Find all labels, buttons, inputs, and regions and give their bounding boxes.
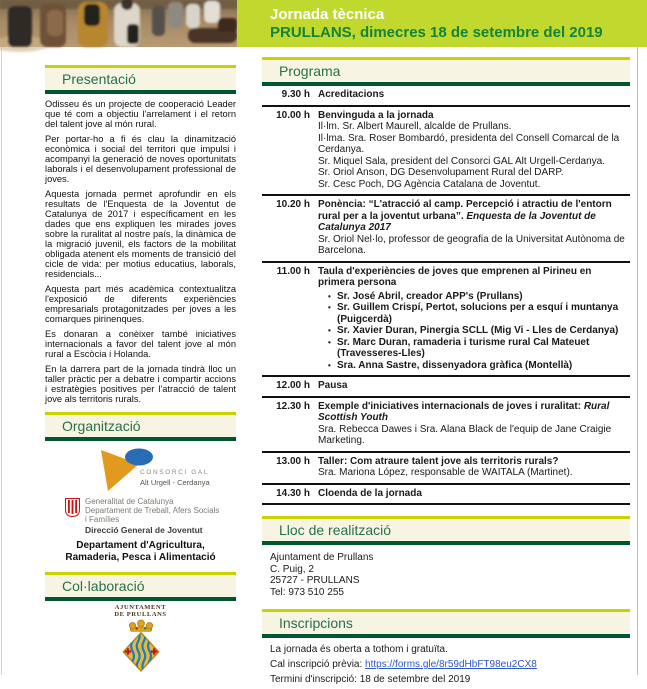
bullet-text: Sra. Anna Sastre, dissenyadora gràfica (Montellà) bbox=[337, 359, 573, 371]
bullet-icon: • bbox=[328, 303, 331, 312]
program-item bbox=[262, 263, 630, 378]
program-time: 14.30 h bbox=[276, 487, 310, 499]
page-left-border bbox=[1, 47, 2, 675]
program-speaker: Sra. Rebecca Dawes i Sra. Alana Black de l'equip de Jane Craigie Marketing. bbox=[318, 423, 612, 446]
departament-agricultura-label bbox=[45, 540, 236, 564]
program-time: 9.30 h bbox=[281, 89, 310, 100]
program-speaker: Sr. Miquel Sala, president del Consorci GAL Alt Urgell-Cerdanya. bbox=[318, 155, 605, 167]
presentacio-paragraph: En la darrera part de la jornada tindrà lloc un taller pràctic per a debatre i compartir accions i estratègies positives per l'atracció de talent jove als territoris rurals. bbox=[45, 364, 236, 404]
consorci-gal-subtitle: Alt Urgell - Cerdanya bbox=[140, 478, 210, 487]
bullet-item bbox=[318, 337, 630, 360]
program-time: 12.00 h bbox=[276, 380, 310, 391]
program-speaker: Sr. Oriol Anson, DG Desenvolupament Rural del DARP. bbox=[318, 167, 564, 178]
bullet-icon: • bbox=[328, 326, 331, 335]
presentacio-paragraph: Es donaran a conèixer també iniciatives internacionals a favor del talent jove al món rural a Escòcia i Holanda. bbox=[45, 329, 236, 359]
generalitat-shield-icon bbox=[65, 498, 80, 517]
program-title: Taula d'experiències de joves que emprenen al Pirineu en primera persona bbox=[318, 265, 592, 288]
bullet-item bbox=[318, 302, 630, 325]
presentacio-paragraph: Aquesta jornada permet aprofundir en els resultats de l'Enquesta de la Joventut de Catalunya de 2017 i específicament en les dades que ens expliquen les mirades joves sobre la ruralitat al nostre país, la dinàmica de la migració juvenil, els factors de la mobilitat obligada atenent els moments de transició del cicle de vida: per motius educatius, laborals, residencials... bbox=[45, 189, 236, 279]
bullet-icon: • bbox=[328, 337, 331, 347]
bullet-text: Sr. Xavier Duran, Pinergia SCLL (Mig Vi - Lles de Cerdanya) bbox=[337, 325, 619, 336]
section-heading-inscripcions: Inscripcions bbox=[262, 609, 630, 638]
departament-line: Departament d'Agricultura, bbox=[76, 540, 205, 551]
bullet-text: Sr. Marc Duran, ramaderia i turisme rural Cal Mateuet (Travesseres-Lles) bbox=[337, 336, 590, 359]
bullet-icon: • bbox=[328, 360, 331, 370]
program-title: Taller: Com atraure talent jove als territoris rurals? bbox=[318, 455, 559, 467]
header bbox=[0, 0, 647, 47]
consorci-gal-name: CONSORCI GAL bbox=[140, 469, 210, 476]
prullans-coat-of-arms-icon bbox=[110, 620, 172, 678]
registration-open-text: La jornada és oberta a tothom i gratuïta. bbox=[270, 644, 448, 655]
section-heading-lloc: Lloc de realització bbox=[262, 516, 630, 545]
program-item bbox=[262, 398, 630, 453]
bullet-icon: • bbox=[328, 291, 331, 301]
program-time: 11.00 h bbox=[276, 265, 310, 277]
registration-deadline-text: Termini d'inscripció: 18 de setembre del 2019 bbox=[270, 674, 471, 685]
organization-logos bbox=[45, 447, 236, 564]
program-title-text: Exemple d'iniciatives internacionals de joves i ruralitat: bbox=[318, 400, 584, 412]
page-right-border bbox=[637, 47, 638, 675]
registration-link-row bbox=[270, 659, 630, 671]
program-speaker: Sr. Cesc Poch, DG Agència Catalana de Joventut. bbox=[318, 178, 541, 190]
section-heading-presentacio: Presentació bbox=[45, 65, 236, 94]
venue-line: 25727 - PRULLANS bbox=[270, 575, 360, 586]
program-time: 13.00 h bbox=[276, 455, 310, 467]
program-title-text: Ponència: “L'atracció al camp. Percepció i atractiu de l'entorn rural per a la joventut urbana”. bbox=[318, 199, 612, 222]
program-item bbox=[262, 86, 630, 107]
right-column bbox=[262, 57, 630, 689]
program-title: Cloenda de la jornada bbox=[318, 487, 422, 499]
program-speaker: Sr. Oriol Nel·lo, professor de geografia de la Universitat Autònoma de Barcelona. bbox=[318, 233, 625, 256]
bullet-item bbox=[318, 360, 630, 372]
banner-subtitle: PRULLANS, dimecres 18 de setembre del 2019 bbox=[270, 24, 603, 41]
presentacio-paragraph: Per portar-ho a fi és clau la dinamització econòmica i social del territori que impulsi i acompanyi la generació de noves oportunitats laborals i el desenvolupament professional de joves. bbox=[45, 134, 236, 184]
generalitat-logo bbox=[65, 497, 236, 535]
left-column bbox=[45, 65, 236, 683]
program-title: Acreditacions bbox=[318, 89, 385, 100]
program-title bbox=[318, 199, 630, 234]
section-heading-collaboracio: Col·laboració bbox=[45, 572, 236, 601]
program-time: 12.30 h bbox=[276, 400, 310, 412]
venue-line: C. Puig, 2 bbox=[270, 563, 314, 575]
bullet-item bbox=[318, 291, 630, 303]
program-item bbox=[262, 377, 630, 398]
registration-info bbox=[270, 644, 630, 686]
program-speaker: Sra. Mariona López, responsable de WAITALA (Martinet). bbox=[318, 467, 573, 478]
program-item bbox=[262, 453, 630, 485]
program-title-italic: Enquesta de la Joventut de Catalunya 2017 bbox=[318, 210, 596, 233]
section-heading-organitzacio: Organització bbox=[45, 412, 236, 441]
venue-line: Ajuntament de Prullans bbox=[270, 552, 374, 563]
speaker-bullet-list bbox=[318, 291, 630, 372]
generalitat-line: i Famílies bbox=[85, 515, 120, 524]
departament-line: Ramaderia, Pesca i Alimentació bbox=[65, 552, 216, 563]
program-item bbox=[262, 107, 630, 197]
venue-address bbox=[270, 552, 630, 598]
program-title: Benvinguda a la jornada bbox=[318, 109, 434, 121]
ajuntament-label: AJUNTAMENT bbox=[114, 604, 167, 611]
program-item bbox=[262, 485, 630, 506]
program-speaker: Il·lm. Sr. Albert Maurell, alcalde de Prullans. bbox=[318, 121, 512, 132]
program-title bbox=[318, 401, 630, 424]
generalitat-line: Generalitat de Catalunya bbox=[85, 497, 174, 506]
banner-title: Jornada tècnica bbox=[270, 6, 385, 23]
program-title-italic: Rural Scottish Youth bbox=[318, 400, 610, 423]
program-time: 10.00 h bbox=[276, 109, 310, 121]
title-banner bbox=[237, 0, 647, 47]
consorci-gal-logo bbox=[45, 447, 236, 493]
registration-link-label: Cal inscripció prèvia: bbox=[270, 659, 366, 670]
bullet-text: Sr. José Abril, creador APP's (Prullans) bbox=[337, 290, 523, 302]
bullet-text: Sr. Guillem Crispí, Pertot, solucions per a esquí i muntanya (Puigcerdà) bbox=[337, 302, 619, 325]
venue-line: Tel: 973 510 255 bbox=[270, 586, 344, 598]
program-speaker: Il·lma. Sra. Roser Bombardó, presidenta del Consell Comarcal de la Cerdanya. bbox=[318, 132, 620, 155]
presentacio-paragraph: Odisseu és un projecte de cooperació Leader que té com a objectiu l'arrelament i el retorn del talent jove al món rural. bbox=[45, 99, 236, 129]
registration-form-link[interactable]: https://forms.gle/8r59dHbFT98eu2CX8 bbox=[365, 659, 537, 670]
program-item bbox=[262, 196, 630, 263]
ajuntament-prullans-logo bbox=[45, 604, 236, 683]
program-time: 10.20 h bbox=[276, 199, 310, 210]
header-photo bbox=[0, 0, 237, 47]
generalitat-direccio: Direcció General de Joventut bbox=[85, 525, 203, 535]
generalitat-line: Departament de Treball, Afers Socials bbox=[85, 506, 220, 515]
bullet-item bbox=[318, 325, 630, 337]
ajuntament-label: DE PRULLANS bbox=[114, 611, 167, 618]
presentacio-paragraph: Aquesta part més acadèmica contextualitza l'exposició de diferents experiències empresarials protagonitzades per joves a les comarques pirinenques. bbox=[45, 284, 236, 324]
program-title: Pausa bbox=[318, 380, 348, 391]
section-heading-programa: Programa bbox=[262, 57, 630, 86]
